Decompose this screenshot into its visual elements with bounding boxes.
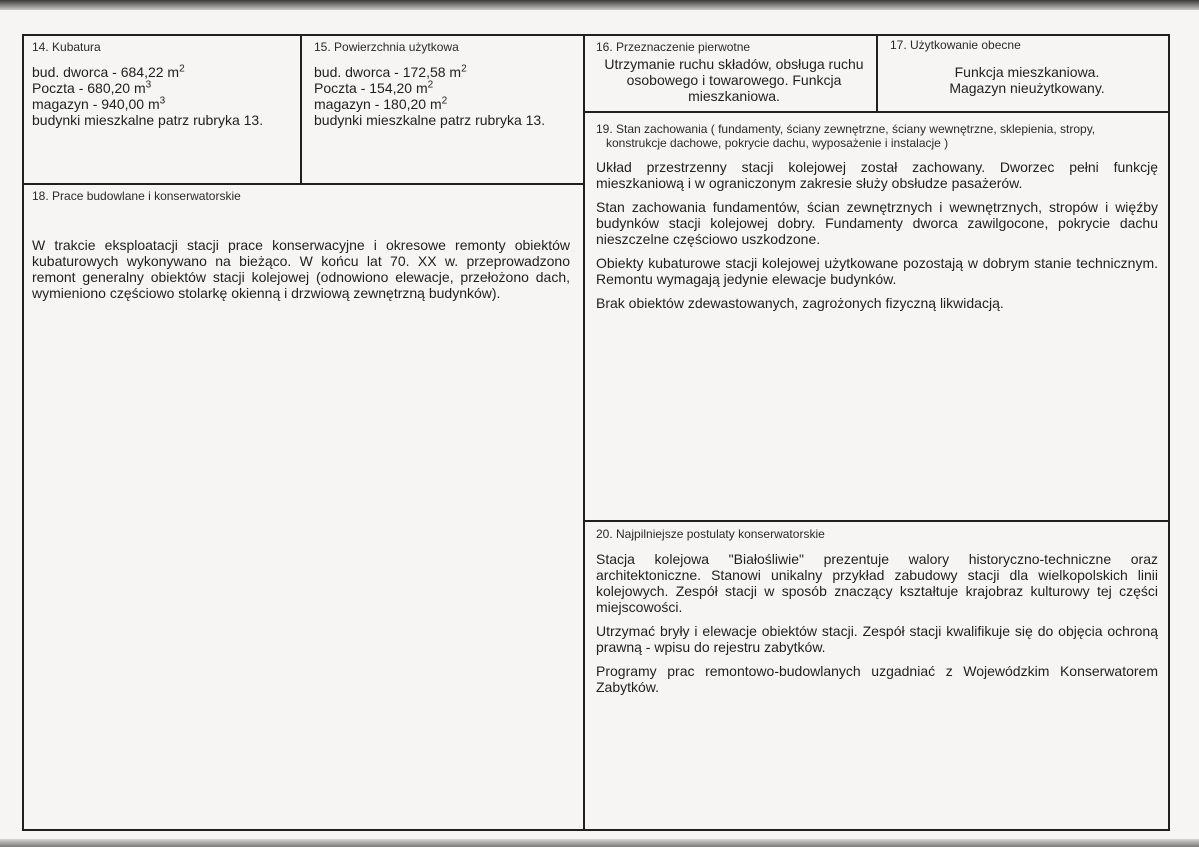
powierzchnia-line: bud. dworca - 172,58 $m^2$ (314, 63, 467, 80)
stan-body (596, 159, 1158, 311)
postulaty-paragraph: Utrzymać bryły i elewacje obiektów stacji. Zespół stacji kwalifikuje się do objęcia ochroną prawną - wpisu do rejestru zabytków. (596, 623, 1158, 655)
postulaty-paragraph: Stacja kolejowa "Białośliwie" prezentuje walory historyczno-techniczne oraz architektoniczne. Stanowi unikalny przykład zabudowy stacji dla wielkopolskich linii kolejowych. Zespół stacji w sposób znaczący kształtuje krajobraz kulturowy tej części miejscowości. (596, 551, 1158, 615)
section-prace (32, 189, 570, 309)
section-kubatura (32, 40, 294, 128)
postulaty-paragraph: Programy prac remontowo-budowlanych uzgadniać z Wojewódzkim Konserwatorem Zabytków. (596, 663, 1158, 695)
uzytkowanie-heading: 17. Użytkowanie obecne (890, 38, 1021, 52)
section-powierzchnia (314, 40, 580, 128)
przeznaczenie-text: Utrzymanie ruchu składów, obsługa ruchu osobowego i towarowego. Funkcja mieszkaniowa. (604, 56, 864, 104)
section-przeznaczenie (596, 40, 872, 104)
stan-heading-line-1: 19. Stan zachowania ( fundamenty, ściany zewnętrzne, ściany wewnętrzne, sklepienia, stropy, (596, 122, 1096, 136)
prace-text: W trakcie eksploatacji stacji prace konserwacyjne i okresowe remonty obiektów kubaturowych wykonywano na bieżąco. W końcu lat 70. XX w. przeprowadzono remont generalny obiektów stacji kolejowej (odnowiono elewacje, przełożono dach, wymieniono częściowo stolarkę okienną i drzwiową zewnętrzną budynków). (32, 237, 570, 301)
kubatura-values (32, 64, 294, 128)
przeznaczenie-heading: 16. Przeznaczenie pierwotne (596, 40, 751, 54)
divider-16-17 (876, 34, 878, 112)
top-rule (22, 34, 1169, 36)
stan-paragraph: Brak obiektów zdewastowanych, zagrożonych fizyczną likwidacją. (596, 295, 1004, 311)
prace-heading: 18. Prace budowlane i konserwatorskie (32, 189, 241, 203)
section-uzytkowanie (890, 38, 1164, 96)
uzytkowanie-text (890, 64, 1164, 96)
powierzchnia-line: magazyn - 180,20 $m^2$ (314, 95, 448, 112)
section-stan (596, 122, 1158, 319)
powierzchnia-line: Poczta - 154,20 $m^2$ (314, 79, 434, 96)
postulaty-body (596, 551, 1158, 695)
powierzchnia-heading: 15. Powierzchnia użytkowa (314, 40, 459, 54)
stan-heading (596, 122, 1158, 150)
center-rule (583, 34, 585, 831)
rule-under-14-15 (22, 183, 584, 185)
uzytkowanie-line-2: Magazyn nieużytkowany. (949, 80, 1105, 96)
stan-paragraph: Obiekty kubaturowe stacji kolejowej użytkowane pozostają w dobrym stanie technicznym. Remontu wymagają jedynie elewacje budynków. (596, 255, 1158, 287)
powierzchnia-values (314, 64, 580, 128)
rule-under-16-17 (583, 111, 1169, 113)
powierzchnia-line: budynki mieszkalne patrz rubryka 13. (314, 112, 546, 128)
kubatura-line: Poczta - 680,20 $m^3$ (32, 79, 152, 96)
kubatura-line: budynki mieszkalne patrz rubryka 13. (32, 112, 264, 128)
postulaty-heading: 20. Najpilniejsze postulaty konserwatorskie (596, 527, 825, 541)
bottom-rule (22, 829, 1169, 831)
stan-heading-line-2: konstrukcje dachowe, pokrycie dachu, wyposażenie i instalacje ) (606, 136, 949, 150)
kubatura-heading: 14. Kubatura (32, 40, 101, 54)
kubatura-line: magazyn - 940,00 $m^3$ (32, 95, 166, 112)
uzytkowanie-line-1: Funkcja mieszkaniowa. (954, 64, 1100, 80)
kubatura-line: bud. dworca - 684,22 $m^2$ (32, 63, 185, 80)
stan-paragraph: Układ przestrzenny stacji kolejowej został zachowany. Dworzec pełni funkcję mieszkaniową i w ograniczonym zakresie służy obsłudze pasażerów. (596, 159, 1158, 191)
left-rule (22, 34, 24, 831)
scan-bottom-edge (0, 839, 1199, 847)
divider-14-15 (300, 34, 302, 184)
scan-top-edge (0, 0, 1199, 10)
stan-paragraph: Stan zachowania fundamentów, ścian zewnętrznych i wewnętrznych, stropów i więźby budynków stacji kolejowej dobry. Fundamenty dworca zawilgocone, pokrycie dachu nieszczelne częściowo uszkodzone. (596, 199, 1158, 247)
section-postulaty (596, 527, 1158, 703)
right-rule (1168, 34, 1170, 831)
rule-above-20 (583, 520, 1169, 522)
